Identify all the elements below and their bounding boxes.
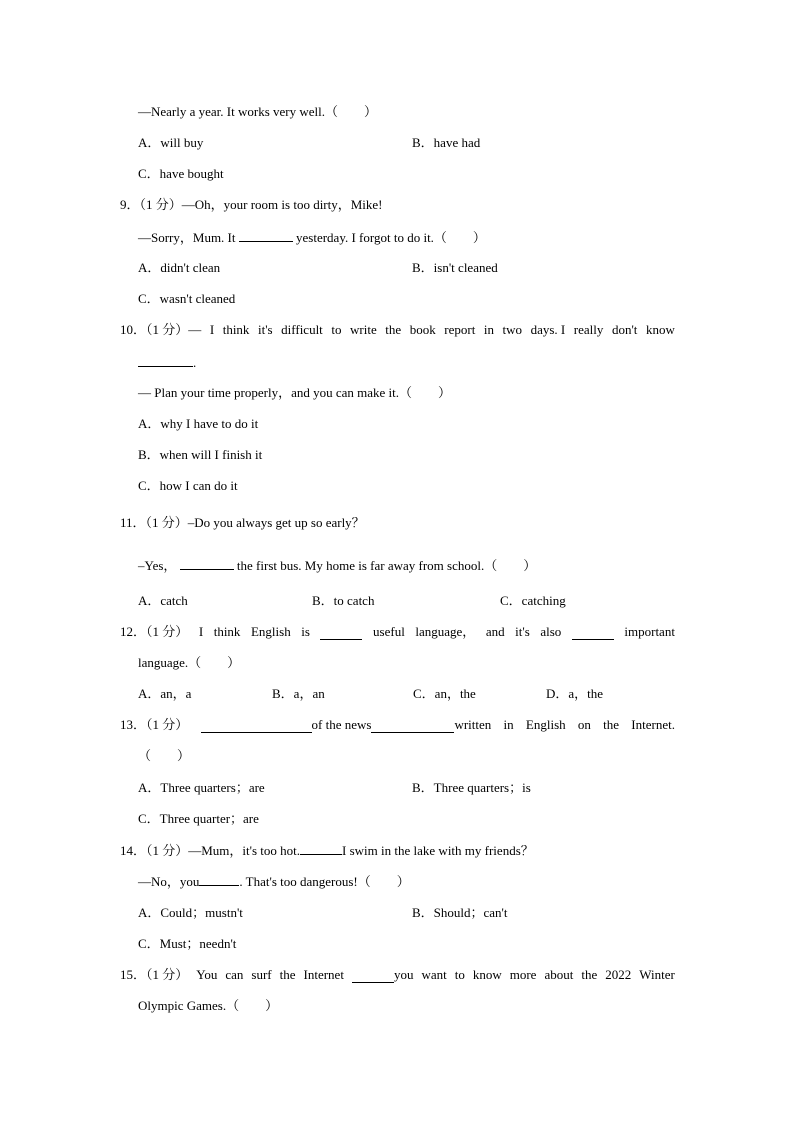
q10-word: book [409,322,436,337]
q10-blank [138,354,193,367]
q15-word: You [196,967,218,982]
q10-stem [120,322,675,338]
q12-word: English [250,624,291,639]
q15-word: you [393,967,414,982]
q13-option-b[interactable]: B．Three quarters；is [412,780,531,795]
q13-blank-1 [201,720,312,733]
q10-word: don't [611,322,638,337]
q10-line3: — Plan your time properly，and you can make it.（ ） [138,385,452,400]
q10-word: I [209,322,215,337]
q10-word: write [350,322,377,337]
q12-option-a[interactable]: A．an，a [138,686,192,701]
q15-word: can [225,967,244,982]
q9-option-b[interactable]: B．isn't cleaned [412,260,498,275]
q15-word: want [421,967,447,982]
q12-word: 12．（1 分） [120,624,189,639]
q10-word: the [385,322,402,337]
q8-option-b[interactable]: B．have had [412,135,481,150]
q9-option-c[interactable]: C．wasn't cleaned [138,291,236,306]
q11-line2-end: the first bus. My home is far away from school.（ ） [236,558,537,573]
q14-blank-1 [300,842,342,855]
q10-option-a[interactable]: A．why I have to do it [138,416,259,431]
q9-line2-end: yesterday. I forgot to do it.（ ） [296,230,486,245]
q12-word: think [213,624,241,639]
q12-blank-2 [572,627,614,640]
q14-option-c[interactable]: C．Must；needn't [138,936,237,951]
q14-stem-end: I swim in the lake with my friends？ [342,843,534,858]
q14-stem [120,842,534,859]
q13-word: the [603,717,620,732]
q12-word: language， [415,624,476,639]
q9-stem: 9．（1 分）—Oh，your room is too dirty，Mike! [120,197,383,212]
q14-line2-end: . That's too dangerous!（ ） [239,874,410,889]
q11-option-a[interactable]: A．catch [138,593,188,608]
q12-line2: language.（ ） [138,655,241,670]
q15-word: the [279,967,296,982]
q15-line2: Olympic Games.（ ） [138,998,279,1013]
q14-line2-start: —No，you [138,874,200,889]
q14-option-a[interactable]: A．Could；mustn't [138,905,243,920]
q11-blank [180,557,234,570]
q13-word: 13．（1 分） [120,717,189,732]
q12-word: and [485,624,505,639]
q10-option-c[interactable]: C．how I can do it [138,478,238,493]
q13-option-a[interactable]: A．Three quarters；are [138,780,265,795]
q10-option-b[interactable]: B．when will I finish it [138,447,263,462]
q11-option-b[interactable]: B．to catch [312,593,375,608]
q11-option-c[interactable]: C．catching [500,593,566,608]
q13-word: English [525,717,566,732]
q13-word: written [454,717,492,732]
q8-option-a[interactable]: A．will buy [138,135,204,150]
q12-word: it's [515,624,530,639]
q12-word: important [624,624,675,639]
q8-answer-line: —Nearly a year. It works very well.（ ） [138,104,377,119]
q9-option-a[interactable]: A．didn't clean [138,260,221,275]
q12-word: also [540,624,562,639]
q10-word: it's [257,322,273,337]
q11-stem: 11．（1 分）–Do you always get up so early？ [120,515,365,530]
q10-word: 10．（1 分）— [120,322,202,337]
q15-word: 2022 [605,967,632,982]
q12-option-b[interactable]: B．a，an [272,686,325,701]
q12-option-d[interactable]: D．a，the [546,686,604,701]
q12-option-c[interactable]: C．an，the [413,686,476,701]
q15-blank-group [352,967,414,983]
q13-word: in [503,717,514,732]
q13-blank-group [201,717,492,733]
q15-word: Internet [303,967,344,982]
q15-stem [120,967,675,983]
q10-word: to [331,322,342,337]
q13-line2: （ ） [138,748,191,763]
q15-word: the [581,967,598,982]
q15-word: 15．（1 分） [120,967,189,982]
q12-stem [120,624,675,640]
q10-word: report [444,322,476,337]
q10-word: know [645,322,675,337]
q9-line2-start: —Sorry，Mum. It [138,230,236,245]
q12-word: I [198,624,204,639]
q10-word: two [502,322,523,337]
q12-word: useful [373,624,405,639]
q12-blank-1 [320,627,362,640]
q11-line2 [138,557,536,574]
q13-option-c[interactable]: C．Three quarter；are [138,811,259,826]
q13-word: on [577,717,591,732]
q14-blank-2 [199,873,239,886]
q12-word: is [301,624,310,639]
q10-line2 [138,354,196,371]
q13-stem [120,717,675,733]
q10-period: . [193,355,197,370]
q9-line2 [138,229,486,246]
q10-word: days. I [530,322,566,337]
q14-option-b[interactable]: B．Should；can't [412,905,508,920]
q10-word: think [222,322,250,337]
q10-word: difficult [281,322,323,337]
q13-word: Internet. [631,717,675,732]
q13-mid: of the news [311,717,372,732]
q15-word: Winter [639,967,675,982]
q15-word: to [454,967,465,982]
q15-word: about [544,967,574,982]
q15-word: more [509,967,537,982]
q15-word: know [472,967,502,982]
q8-option-c[interactable]: C．have bought [138,166,224,181]
q15-word: surf [251,967,272,982]
q13-blank-2 [371,720,454,733]
q11-line2-start: –Yes， [138,558,177,573]
q14-line2 [138,873,410,890]
q14-stem-start: 14．（1 分）—Mum，it's too hot. [120,843,301,858]
q10-word: really [573,322,604,337]
q10-word: in [483,322,494,337]
q15-blank [352,970,394,983]
q9-blank [239,229,293,242]
